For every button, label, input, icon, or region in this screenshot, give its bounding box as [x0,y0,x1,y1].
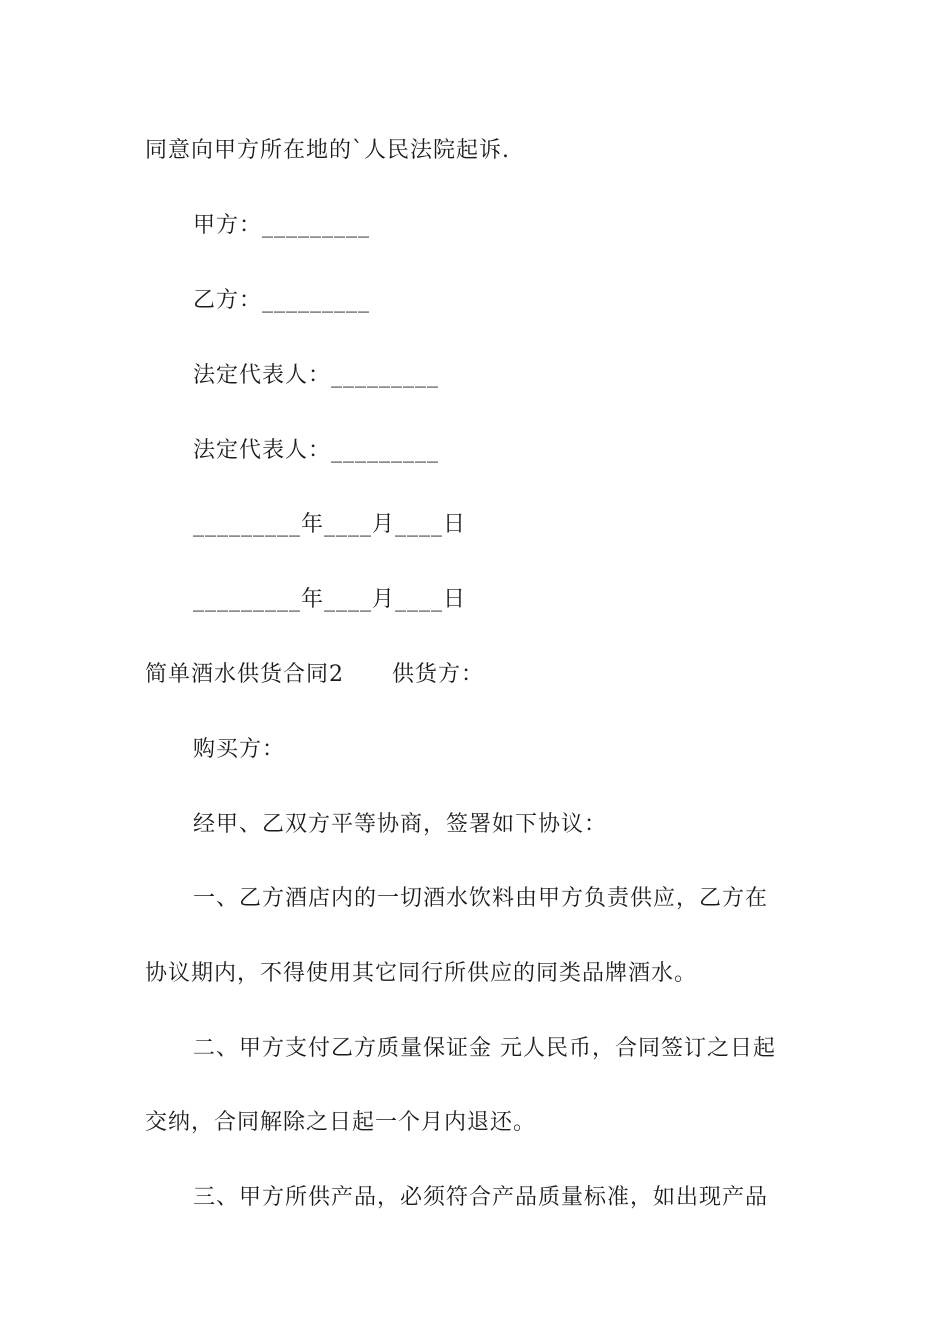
supplier-label: 供货方： [392,662,485,687]
legal-representative-line: 法定代表人：_________ [193,438,440,463]
legal-representative-line: 法定代表人：_________ [193,363,440,388]
paragraph-line: 三、甲方所供产品，必须符合产品质量标准，如出现产品 [193,1185,769,1210]
paragraph-line: 经甲、乙双方平等协商，签署如下协议： [193,812,608,837]
contract-title: 简单酒水供货合同2 [145,662,344,687]
paragraph-line: 一、乙方酒店内的一切酒水饮料由甲方负责供应，乙方在 [193,886,769,911]
contract-heading [145,660,810,690]
party-b-signature-line: 乙方：_________ [193,288,371,313]
paragraph-line: 协议期内，不得使用其它同行所供应的同类品牌酒水。 [145,961,698,986]
date-line: _________年____月____日 [193,587,467,612]
paragraph-line: 二、甲方支付乙方质量保证金 元人民币，合同签订之日起 [193,1036,776,1061]
paragraph-line: 同意向甲方所在地的`人民法院起诉. [145,138,510,163]
date-line: _________年____月____日 [193,512,467,537]
buyer-label: 购买方： [193,737,286,762]
party-a-signature-line: 甲方：_________ [193,213,371,238]
paragraph-line: 交纳，合同解除之日起一个月内退还。 [145,1110,537,1135]
